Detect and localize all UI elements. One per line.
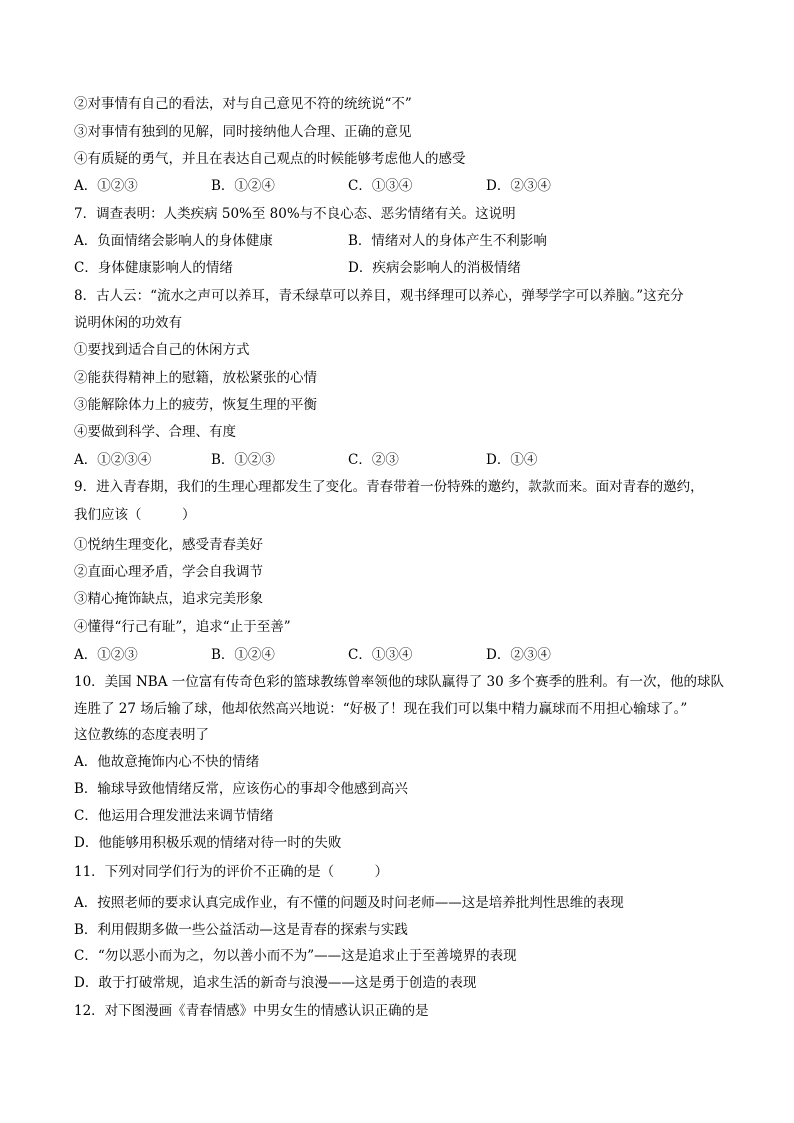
q6-option-c: C．①③④	[348, 178, 413, 194]
q7-stem: 7．调查表明：人类疾病 50%至 80%与不良心态、恶劣情绪有关。这说明	[74, 206, 516, 222]
q7-option-d: D．疾病会影响人的消极情绪	[348, 260, 521, 276]
q9-option-d: D．②③④	[486, 647, 551, 663]
q8-option-c: C．②③	[348, 452, 399, 468]
q7-option-b: B．情绪对人的身体产生不利影响	[348, 233, 547, 249]
q8-option-d: D．①④	[486, 452, 538, 468]
q6-item-2: ②对事情有自己的看法，对与自己意见不符的统统说“不”	[74, 96, 412, 112]
q9-stem-line-2: 我们应该（ ）	[74, 507, 196, 523]
q6-option-d: D．②③④	[486, 178, 551, 194]
q8-item-4: ④要做到科学、合理、有度	[74, 424, 236, 440]
q9-item-3: ③精心掩饰缺点，追求完美形象	[74, 591, 263, 607]
q8-option-a: A．①②③④	[74, 452, 152, 468]
q11-option-b: B．利用假期多做一些公益活动—这是青春的探索与实践	[74, 922, 408, 938]
q11-stem: 11．下列对同学们行为的评价不正确的是（ ）	[74, 864, 389, 880]
q6-item-4: ④有质疑的勇气，并且在表达自己观点的时候能够考虑他人的感受	[74, 151, 466, 167]
q10-stem-line-2: 连胜了 27 场后输了球，他却依然高兴地说：“好极了！现在我们可以集中精力赢球而不用担心输球了。”	[74, 701, 688, 717]
q9-option-b: B．①②④	[211, 647, 275, 663]
q7-option-c: C．身体健康影响人的情绪	[74, 260, 233, 276]
q6-item-3: ③对事情有独到的见解，同时接纳他人合理、正确的意见	[74, 124, 412, 140]
q6-option-b: B．①②④	[211, 178, 275, 194]
q11-option-c: C．“勿以恶小而为之，勿以善小而不为”——这是追求止于至善境界的表现	[74, 948, 517, 964]
q9-item-1: ①悦纳生理变化，感受青春美好	[74, 537, 263, 553]
q11-option-d: D．敢于打破常规，追求生活的新奇与浪漫——这是勇于创造的表现	[74, 975, 477, 991]
q10-option-a: A．他故意掩饰内心不快的情绪	[74, 754, 260, 770]
q8-option-b: B．①②③	[211, 452, 275, 468]
q12-stem: 12．对下图漫画《青春情感》中男女生的情感认识正确的是	[74, 1003, 429, 1019]
q10-option-c: C．他运用合理发泄法来调节情绪	[74, 808, 274, 824]
q10-stem-line-1: 10．美国 NBA 一位富有传奇色彩的篮球教练曾率领他的球队赢得了 30 多个赛季的胜利。有一次，他的球队	[74, 674, 725, 690]
q9-item-4: ④懂得“行己有耻”，追求“止于至善”	[74, 619, 291, 635]
q10-stem-line-3: 这位教练的态度表明了	[74, 727, 209, 743]
q9-option-c: C．①③④	[348, 647, 413, 663]
q7-option-a: A．负面情绪会影响人的身体健康	[74, 233, 273, 249]
q8-stem-line-2: 说明休闲的功效有	[74, 315, 182, 331]
q8-item-3: ③能解除体力上的疲劳，恢复生理的平衡	[74, 397, 317, 413]
q10-option-d: D．他能够用积极乐观的情绪对待一时的失败	[74, 835, 342, 851]
q8-item-1: ①要找到适合自己的休闲方式	[74, 342, 250, 358]
q11-option-a: A．按照老师的要求认真完成作业，有不懂的问题及时问老师——这是培养批判性思维的表现	[74, 895, 624, 911]
q9-stem-line-1: 9．进入青春期，我们的生理心理都发生了变化。青春带着一份特殊的邀约，款款而来。面对青春的邀约，	[74, 479, 704, 495]
q9-item-2: ②直面心理矛盾，学会自我调节	[74, 564, 263, 580]
q10-option-b: B．输球导致他情绪反常，应该伤心的事却令他感到高兴	[74, 781, 408, 797]
q6-option-a: A．①②③	[74, 178, 138, 194]
q8-item-2: ②能获得精神上的慰籍，放松紧张的心情	[74, 370, 317, 386]
q8-stem-line-1: 8．古人云：“流水之声可以养耳，青禾绿草可以养目，观书绎理可以养心，弹琴学字可以养脑。”这充分	[74, 288, 684, 304]
q9-option-a: A．①②③	[74, 647, 138, 663]
